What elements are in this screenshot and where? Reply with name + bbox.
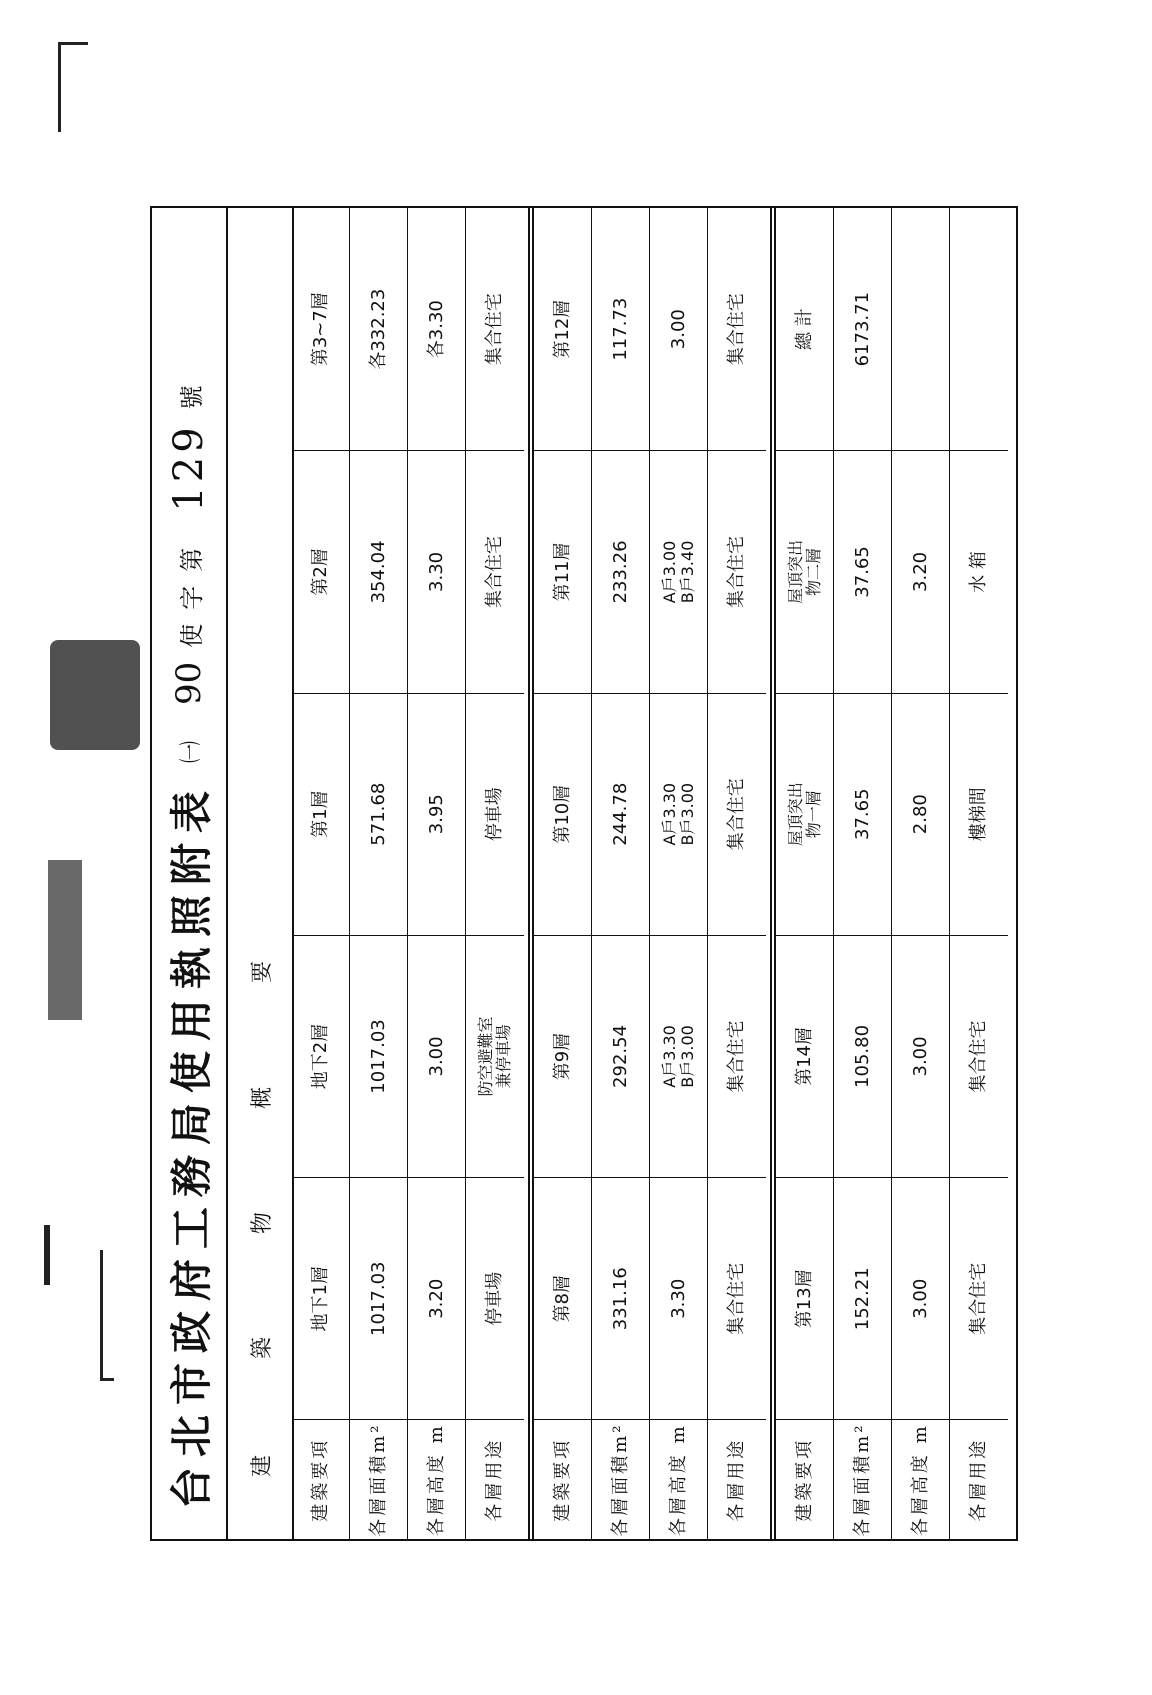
table-cell: 集合住宅 bbox=[708, 693, 766, 935]
table-cell: 292.54 bbox=[592, 935, 649, 1177]
table-row bbox=[408, 208, 466, 1539]
scan-mark-left-4 bbox=[100, 1378, 114, 1381]
table-cell: 第1層 bbox=[292, 693, 349, 935]
row-label: 建築要項 bbox=[534, 1419, 591, 1539]
table-cell: 總 計 bbox=[793, 308, 815, 351]
row-label: 各層面積m² bbox=[350, 1419, 407, 1539]
table-cell: 152.21 bbox=[834, 1177, 891, 1419]
table-cell: 水 箱 bbox=[950, 450, 1008, 692]
table-cell: 233.26 bbox=[592, 450, 649, 692]
building-table-2 bbox=[534, 208, 776, 1539]
table-cell: A戶3.30 B戶3.00 bbox=[650, 935, 707, 1177]
table-cell: 集合住宅 bbox=[950, 1177, 1008, 1419]
table-cell: 第9層 bbox=[534, 935, 591, 1177]
title-suffix: ㈠ bbox=[178, 740, 204, 763]
table-cell: 117.73 bbox=[609, 297, 631, 361]
table-cell: 354.04 bbox=[350, 450, 407, 692]
section-label-char: 築 bbox=[249, 1336, 275, 1359]
table-row bbox=[534, 208, 592, 1539]
row-label: 各層用途 bbox=[708, 1419, 766, 1539]
row-label: 各層高度 m bbox=[650, 1419, 707, 1539]
title-band bbox=[150, 206, 228, 1541]
table-cell: 3.00 bbox=[892, 1177, 949, 1419]
table-cell: 第8層 bbox=[534, 1177, 591, 1419]
table-cell: 3.20 bbox=[408, 1177, 465, 1419]
table-cell bbox=[892, 208, 949, 450]
table-row bbox=[834, 208, 892, 1539]
table-cell: 集合住宅 bbox=[708, 1177, 766, 1419]
table-cell: 屋頂突出 物二層 bbox=[776, 450, 833, 692]
table-cell: 樓梯間 bbox=[950, 693, 1008, 935]
table-cell: 第12層 bbox=[551, 299, 573, 359]
table-cell: 各3.30 bbox=[425, 300, 447, 359]
table-cell: 6173.71 bbox=[851, 291, 873, 367]
scan-mark-left-2 bbox=[44, 1225, 50, 1285]
section-label bbox=[228, 208, 294, 1539]
row-label: 各層用途 bbox=[950, 1419, 1008, 1539]
table-row bbox=[708, 208, 766, 1539]
table-cell: 地下2層 bbox=[292, 935, 349, 1177]
row-label: 各層高度 m bbox=[408, 1419, 465, 1539]
table-cell: 1017.03 bbox=[350, 1177, 407, 1419]
section-label-char: 概 bbox=[249, 1086, 275, 1109]
table-cell: 各332.23 bbox=[367, 288, 389, 370]
row-label: 各層用途 bbox=[466, 1419, 524, 1539]
table-row bbox=[350, 208, 408, 1539]
permit-end-text: 號 bbox=[177, 385, 206, 410]
table-cell: 331.16 bbox=[592, 1177, 649, 1419]
table-cell: 防空避難室 兼停車場 bbox=[466, 935, 524, 1177]
table-cell: 停車場 bbox=[466, 1177, 524, 1419]
row-label: 建築要項 bbox=[776, 1419, 833, 1539]
table-cell: 3.30 bbox=[650, 1177, 707, 1419]
scan-mark-left-1 bbox=[48, 860, 82, 1020]
building-table-1 bbox=[292, 208, 534, 1539]
page-title: 台北市政府工務局使用執照附表 bbox=[167, 780, 216, 1509]
permit-sheet bbox=[150, 206, 1018, 1541]
row-label: 各層高度 m bbox=[892, 1419, 949, 1539]
table-cell: 集合住宅 bbox=[708, 450, 766, 692]
section-label-char: 建 bbox=[249, 1454, 275, 1477]
table-cell: 地下1層 bbox=[292, 1177, 349, 1419]
table-cell: 3.95 bbox=[408, 693, 465, 935]
permit-year: 90 bbox=[169, 661, 209, 705]
permit-mid-text: 使字第 bbox=[177, 533, 206, 648]
table-cell: 停車場 bbox=[466, 693, 524, 935]
section-label-char: 要 bbox=[249, 960, 275, 983]
section-label-char: 物 bbox=[249, 1211, 275, 1234]
table-cell: 3.20 bbox=[892, 450, 949, 692]
table-cell: 3.00 bbox=[408, 935, 465, 1177]
table-cell: 集合住宅 bbox=[726, 293, 748, 366]
table-cell: 第3~7層 bbox=[309, 292, 331, 367]
table-frame bbox=[228, 206, 1018, 1541]
table-row bbox=[892, 208, 950, 1539]
table-row bbox=[950, 208, 1008, 1539]
table-cell: 37.65 bbox=[834, 693, 891, 935]
row-label: 建築要項 bbox=[292, 1419, 349, 1539]
building-table-3 bbox=[776, 208, 1002, 1539]
table-row bbox=[650, 208, 708, 1539]
table-cell: 1017.03 bbox=[350, 935, 407, 1177]
table-cell: 3.30 bbox=[408, 450, 465, 692]
table-cell: 105.80 bbox=[834, 935, 891, 1177]
table-cell: 第11層 bbox=[534, 450, 591, 692]
table-cell: 第2層 bbox=[292, 450, 349, 692]
table-cell: 第13層 bbox=[776, 1177, 833, 1419]
table-cell: 集合住宅 bbox=[466, 450, 524, 692]
table-cell: 集合住宅 bbox=[950, 935, 1008, 1177]
table-cell: 集合住宅 bbox=[708, 935, 766, 1177]
table-cell bbox=[950, 208, 1008, 450]
table-cell: 3.00 bbox=[667, 309, 689, 350]
table-cell: 37.65 bbox=[834, 450, 891, 692]
table-cell: A戶3.30 B戶3.00 bbox=[650, 693, 707, 935]
table-cell: 244.78 bbox=[592, 693, 649, 935]
table-cell: 屋頂突出 物一層 bbox=[776, 693, 833, 935]
row-label: 各層面積m² bbox=[834, 1419, 891, 1539]
table-cell: 2.80 bbox=[892, 693, 949, 935]
scan-mark-top-left-h bbox=[58, 42, 88, 45]
table-cell: 571.68 bbox=[350, 693, 407, 935]
table-cell: 集合住宅 bbox=[484, 293, 506, 366]
row-label: 各層面積m² bbox=[592, 1419, 649, 1539]
scan-mark-top-left bbox=[58, 42, 61, 132]
table-row bbox=[776, 208, 834, 1539]
table-row bbox=[292, 208, 350, 1539]
table-cell: 3.00 bbox=[892, 935, 949, 1177]
scan-mark-left-3 bbox=[100, 1250, 103, 1380]
table-row bbox=[466, 208, 524, 1539]
stamp-smudge bbox=[50, 640, 140, 750]
table-cell: A戶3.00 B戶3.40 bbox=[650, 450, 707, 692]
permit-number: 129 bbox=[166, 423, 212, 512]
table-cell: 第10層 bbox=[534, 693, 591, 935]
table-row bbox=[592, 208, 650, 1539]
table-cell: 第14層 bbox=[776, 935, 833, 1177]
